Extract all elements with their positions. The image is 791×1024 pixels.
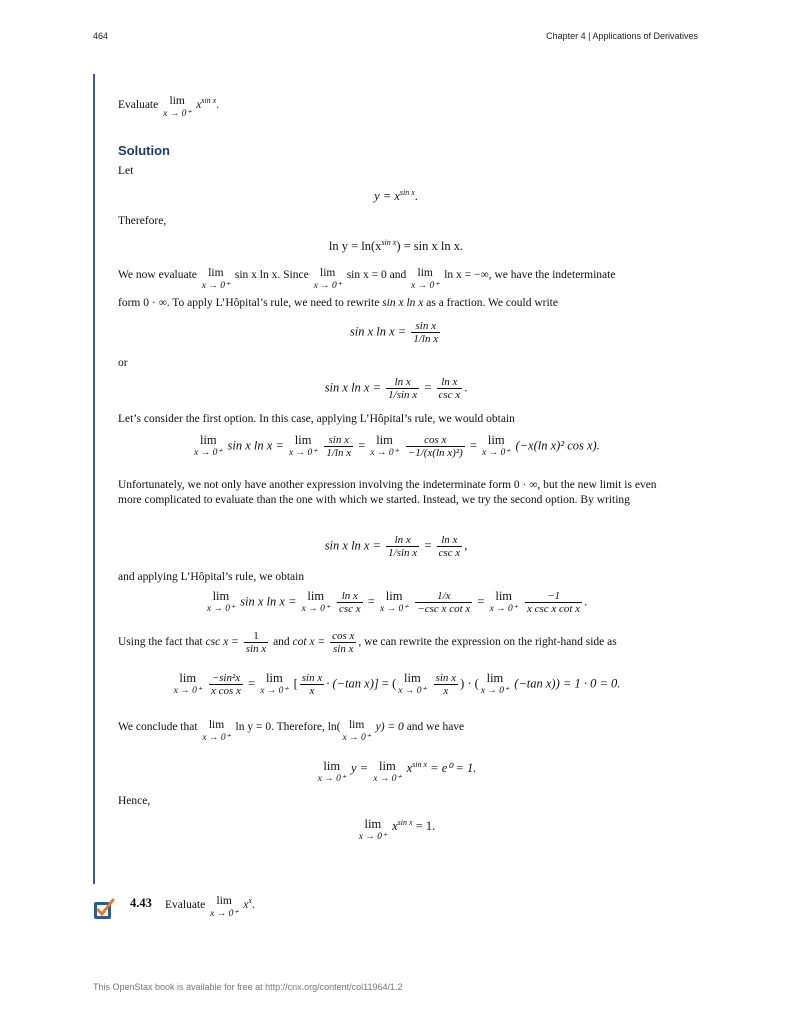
paragraph-using-fact: Using the fact that csc x = $\frac{1}{\text{sin x}}$ and cot x = $\frac{\text{cos x}}{\text{sin x}}$ , we can rewrite the expression on the right-hand side as: [118, 630, 617, 656]
paragraph-form: form 0 · ∞. To apply L’Hôpital’s rule, we need to rewrite sin x ln x as a fraction. We could write: [118, 297, 558, 309]
paragraph-first-option: Let’s consider the first option. In this case, applying L’Hôpital’s rule, we would obtain: [118, 413, 515, 425]
example-sidebar-rule: [93, 74, 95, 884]
text-hence: Hence,: [118, 795, 151, 807]
equation-y-def: $y = x^{sin x}$.: [374, 188, 418, 204]
equation-limit-product: lim x → 0⁺ $\frac{\text{−sin²x}}{\text{x cos x}}$ = lim x → 0⁺ [ $\frac{\text{sin x}}{x}$ · (−tan x)] = ( lim x → 0⁺ $\frac{\text{sin x}}{x}$ ) · ( lim x → 0⁺ (−tan x)) = 1 · 0 = 0.: [173, 671, 621, 698]
paragraph-unfortunately: Unfortunately, we not only have another expression involving the indeterminate form 0 · ∞, but the new limit is even more complicated to evaluate than the one with which we started. Instead, we try the second option. By writing: [118, 479, 657, 506]
exercise-number: 4.43: [130, 896, 152, 910]
checkpoint-icon: [93, 898, 115, 920]
paragraph-evaluate: We now evaluate lim x → 0⁺ sin x ln x. Since lim x → 0⁺ sin x = 0 and lim x → 0⁺ ln x = −∞, we have the indeterminate: [118, 267, 616, 291]
text-applying: and applying L’Hôpital’s rule, we obtain: [118, 571, 305, 583]
equation-ln-y: $\ln y = \ln(x^{sin x}) = \sin x$ ln x.: [328, 238, 464, 254]
equation-option-2: sin x ln x = $\frac{\text{ln x}}{\text{1/sin x}}$ = $\frac{\text{ln x}}{\text{csc x}}$ .: [324, 376, 468, 402]
equation-final-y: lim x → 0⁺ y = lim x → 0⁺ $x^{sin x} = e^0 = 1$.: [317, 759, 477, 784]
footer-license: This OpenStax book is available for free at http://cnx.org/content/col11964/1.2: [93, 982, 403, 992]
problem-statement: Evaluate lim x → 0⁺ $x^{sin x}$.: [118, 95, 220, 119]
equation-second-option: sin x ln x = $\frac{\text{ln x}}{\text{1/sin x}}$ = $\frac{\text{ln x}}{\text{csc x}}$ ,: [324, 534, 468, 560]
equation-second-option-lhopital: lim x → 0⁺ sin x ln x = lim x → 0⁺ $\frac{\text{ln x}}{\text{csc x}}$ = lim x → 0⁺ $\frac{1/x}{\text{−csc x cot x}}$ = lim x → 0⁺ $\frac{-1}{\text{x csc x cot x}}$ .: [206, 589, 588, 616]
text-let: Let: [118, 165, 134, 177]
equation-first-option-lhopital: lim x → 0⁺ sin x ln x = lim x → 0⁺ $\frac{\text{sin x}}{\text{1/ln x}}$ = lim x → 0⁺ $\frac{\text{cos x}}{\text{−1/(x(ln x)²)}}$ = lim x → 0⁺ (−x(ln x)² cos x).: [194, 433, 600, 460]
chapter-title: Chapter 4 | Applications of Derivatives: [546, 31, 698, 41]
text-therefore: Therefore,: [118, 215, 167, 227]
solution-heading: Solution: [118, 143, 170, 158]
exercise-statement: Evaluate lim x → 0⁺ $x^x$.: [165, 895, 255, 919]
equation-option-1: sin x ln x = $\frac{\text{sin x}}{\text{1/ln x}}$: [349, 320, 439, 346]
equation-result: lim x → 0⁺ $x^{sin x} = 1$.: [358, 817, 436, 842]
text-or: or: [118, 357, 128, 369]
page-number: 464: [93, 31, 109, 41]
paragraph-conclude: We conclude that lim x → 0⁺ ln y = 0. Therefore, ln( lim x → 0⁺ y) = 0 and we have: [118, 719, 465, 743]
